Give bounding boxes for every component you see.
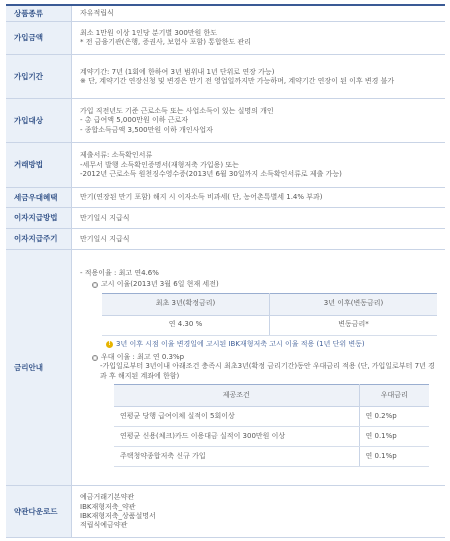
row-label: 세금우대혜택 (6, 188, 72, 208)
circle-bullet-icon: ○ (93, 281, 97, 287)
circle-bullet-icon: ○ (93, 354, 97, 360)
row-method (6, 143, 445, 188)
exclamation-icon: ! (106, 341, 113, 348)
row-value: 자유적립식 (72, 5, 446, 22)
row-period (6, 55, 445, 99)
row-label: 가입대상 (6, 99, 72, 143)
row-label: 금리안내 (6, 250, 72, 486)
table-cell: 변동금리* (270, 315, 438, 335)
preferential-table (114, 384, 429, 467)
table-cell: 연 0.2%p (359, 407, 429, 427)
rate-notice (106, 340, 437, 349)
row-value (72, 22, 446, 55)
download-link[interactable]: IBK재형저축_약관 (80, 502, 136, 511)
applied-rate: - 적용이율 : 최고 연4.6% (80, 268, 159, 277)
download-link[interactable]: 적립식예금약관 (80, 521, 128, 530)
row-label: 가입금액 (6, 22, 72, 55)
preferential-desc: -가입일로부터 3년이내 아래조건 충족시 최초3년(확정 금리기간)동안 우대금리 적용 (단, 가입일로부터 7년 경과 후 해지된 계좌에 한함) (100, 362, 435, 380)
row-value (72, 143, 446, 188)
notice-rate-table (102, 293, 437, 336)
row-value: 만기일시 지급식 (72, 229, 446, 250)
text-line: - 종합소득금액 3,500만원 이하 개인사업자 (80, 125, 213, 134)
row-value (72, 99, 446, 143)
table-cell: 주택청약종합저축 신규 가입 (114, 447, 359, 467)
table-cell: 연 0.1%p (359, 427, 429, 447)
table-cell: 연평균 신용(체크)카드 이용대금 실적이 300만원 이상 (114, 427, 359, 447)
notice-rate-heading (80, 280, 437, 289)
row-interest-cycle (6, 229, 445, 250)
download-link[interactable]: 예금거래기본약관 (80, 493, 135, 502)
row-download (6, 486, 445, 538)
table-row (114, 427, 429, 447)
row-amount (6, 22, 445, 55)
row-product-type (6, 5, 445, 22)
row-target (6, 99, 445, 143)
text-line: - 총 급여액 5,000만원 이하 근로자 (80, 116, 189, 125)
product-info (6, 4, 445, 538)
row-tax (6, 188, 445, 208)
table-cell: 연 4.30 % (102, 315, 270, 335)
row-label: 이자지급방법 (6, 208, 72, 229)
table-cell: 연 0.1%p (359, 447, 429, 467)
row-label: 가입기간 (6, 55, 72, 99)
text-line: 가입 직전년도 기준 근로소득 또는 사업소득이 있는 실명의 개인 (80, 106, 274, 115)
rate-notice-text: 3년 이후 시점 이율 변경일에 고시된 IBK재형저축 고시 이율 적용 (1년 단위 변동) (116, 339, 365, 348)
row-rate (6, 250, 445, 486)
text-line: 최소 1만원 이상 1인당 분기별 300만원 한도 (80, 29, 218, 37)
table-header: 최초 3년(확정금리) (102, 293, 270, 315)
table-header: 우대금리 (359, 385, 429, 407)
text-line: -2012년 근로소득 원천징수영수증(2013년 6월 30일까지 소득확인서류로 제출 가능) (80, 170, 342, 179)
table-cell: 연평균 당행 급여이체 실적이 5회이상 (114, 407, 359, 427)
table-header: 3년 이후(변동금리) (270, 293, 438, 315)
row-label: 상품종류 (6, 5, 72, 22)
table-header: 제공조건 (114, 385, 359, 407)
row-interest-method (6, 208, 445, 229)
text-line: 계약기간: 7년 (1회에 한하여 3년 범위내 1년 단위로 연장 가능) (80, 67, 275, 76)
text-line: * 전 금융기관(은행, 증권사, 보험사 포함) 통합한도 관리 (80, 38, 251, 47)
row-label: 거래방법 (6, 143, 72, 188)
text-line: ※ 단, 계약기간 연장신청 및 변경은 만기 전 영업일까지만 가능하며, 계약기간 연장이 된 이후 변경 불가 (80, 76, 395, 85)
text-line: 제출서류: 소득확인서류 (80, 151, 153, 160)
row-value: 만기일시 지급식 (72, 208, 446, 229)
row-value (72, 55, 446, 99)
preferential-title: 우대 이율 : 최고 연 0.3%p (101, 352, 185, 361)
row-value (72, 250, 446, 486)
row-value: 만기(연장된 만기 포함) 해지 시 이자소득 비과세( 단, 농어촌특별세 1.4% 부과) (72, 188, 446, 208)
row-value (72, 486, 446, 538)
text-line: -세무서 발행 소득확인증명서(재형저축 가입용) 또는 (80, 160, 239, 169)
notice-rate-text: 고시 이율(2013년 3월 6일 현재 세전) (101, 280, 219, 289)
download-link[interactable]: IBK재형저축_상품설명서 (80, 511, 156, 520)
table-row (114, 407, 429, 427)
row-label: 이자지급주기 (6, 229, 72, 250)
product-info-table (6, 4, 445, 538)
table-row (114, 447, 429, 467)
row-label: 약관다운로드 (6, 486, 72, 538)
preferential-heading (80, 353, 437, 362)
